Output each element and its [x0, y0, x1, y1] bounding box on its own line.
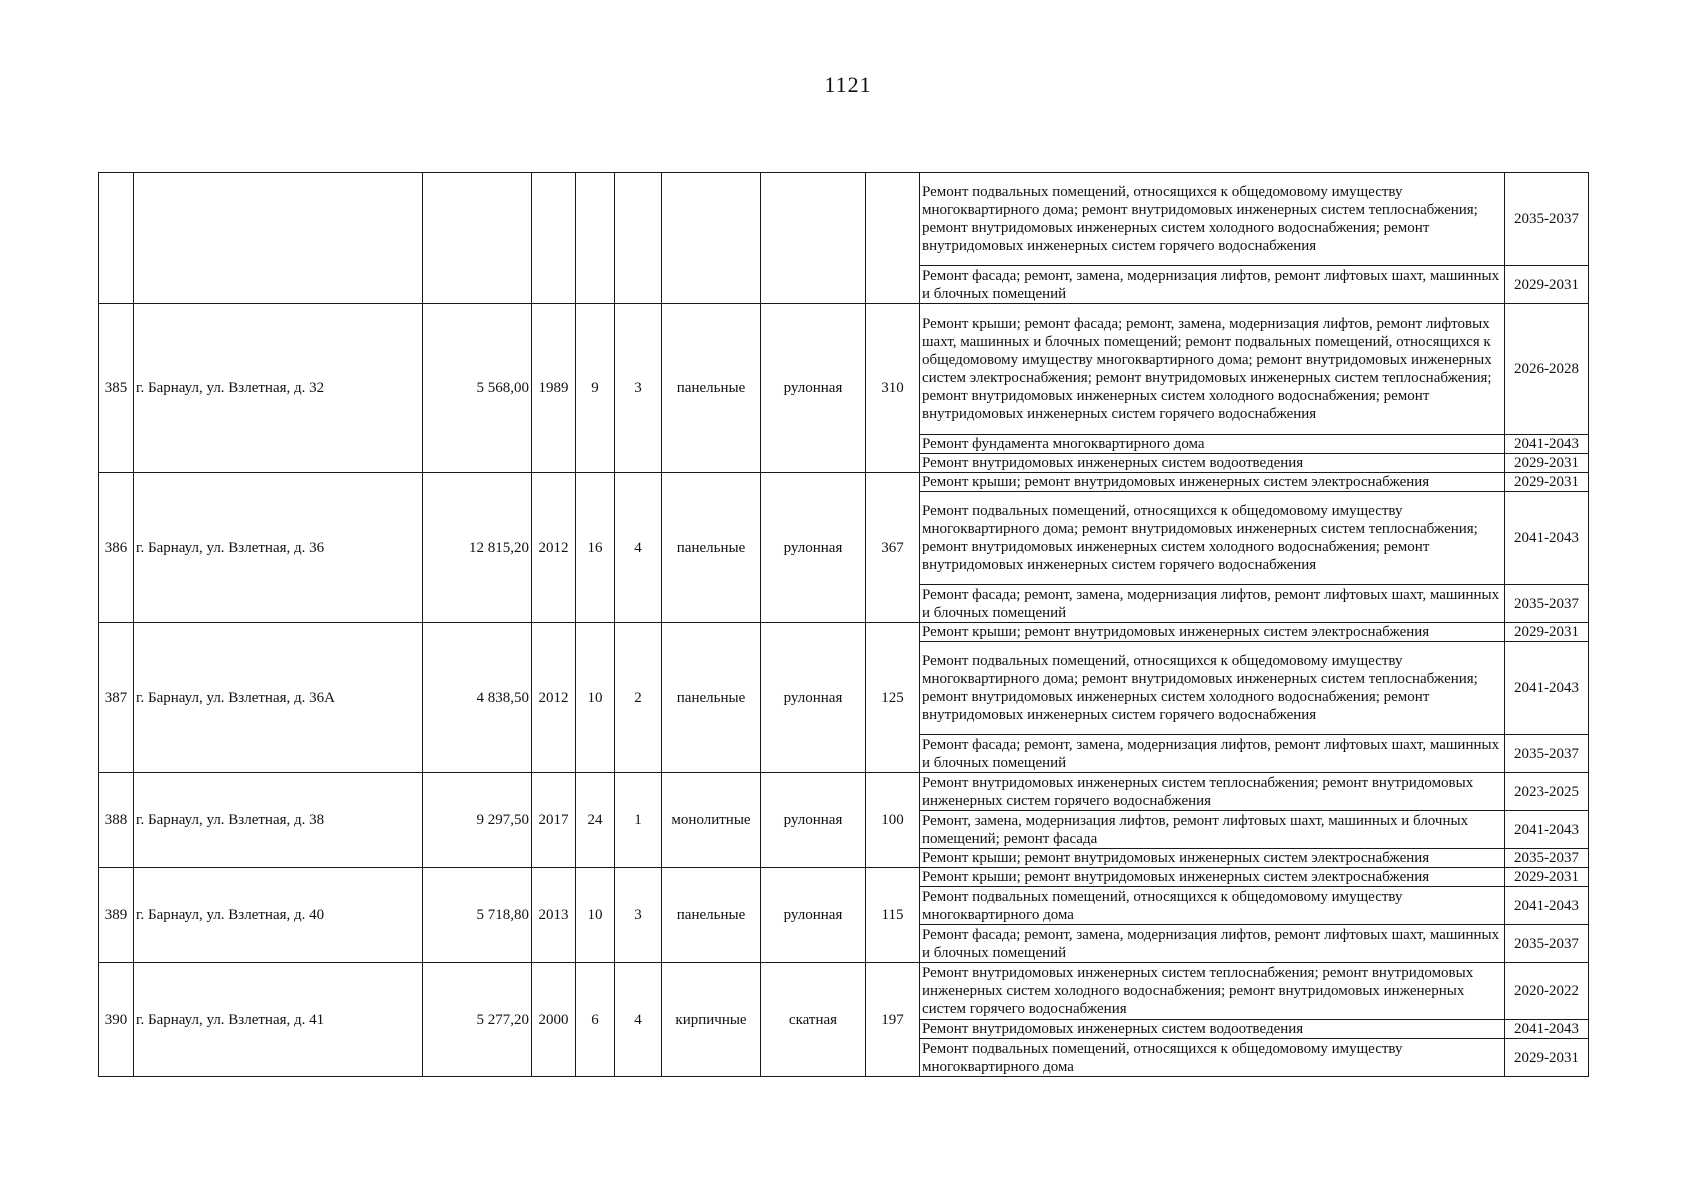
cell-works: Ремонт фасада; ремонт, замена, модернизация лифтов, ремонт лифтовых шахт, машинных и блочных помещений: [920, 735, 1505, 773]
cell-period: 2035-2037: [1505, 585, 1589, 623]
cell-floors: 10: [576, 623, 615, 773]
cell-address: г. Барнаул, ул. Взлетная, д. 36: [134, 473, 423, 623]
cell-area: 5 277,20: [423, 963, 532, 1077]
cell-address: г. Барнаул, ул. Взлетная, д. 38: [134, 773, 423, 868]
cell-floors: 9: [576, 304, 615, 473]
cell-walls: монолитные: [662, 773, 761, 868]
cell-works: Ремонт фундамента многоквартирного дома: [920, 435, 1505, 454]
cell-walls: панельные: [662, 623, 761, 773]
cell-area: 12 815,20: [423, 473, 532, 623]
cell-period: 2029-2031: [1505, 266, 1589, 304]
cell-entrances: 3: [615, 868, 662, 963]
cell-year: [532, 173, 576, 304]
cell-area: [423, 173, 532, 304]
cell-works: Ремонт подвальных помещений, относящихся к общедомовому имуществу многоквартирного дома: [920, 1039, 1505, 1077]
cell-roof: рулонная: [761, 304, 866, 473]
cell-number: 386: [99, 473, 134, 623]
cell-residents: 115: [866, 868, 920, 963]
table-row: [99, 304, 1589, 435]
cell-residents: 125: [866, 623, 920, 773]
cell-period: 2029-2031: [1505, 454, 1589, 473]
cell-year: 2012: [532, 623, 576, 773]
cell-period: 2041-2043: [1505, 435, 1589, 454]
cell-residents: 197: [866, 963, 920, 1077]
cell-period: 2026-2028: [1505, 304, 1589, 435]
cell-period: 2029-2031: [1505, 473, 1589, 492]
table-row: [99, 623, 1589, 642]
cell-roof: рулонная: [761, 773, 866, 868]
cell-address: г. Барнаул, ул. Взлетная, д. 41: [134, 963, 423, 1077]
cell-period: 2035-2037: [1505, 735, 1589, 773]
cell-works: Ремонт подвальных помещений, относящихся к общедомовому имуществу многоквартирного дома; ремонт внутридомовых инженерных систем теплоснабжения; ремонт внутридомовых инженерных систем холодного водоснабжения; ремонт внутридомовых инженерных систем горячего водоснабжения: [920, 173, 1505, 266]
cell-period: 2035-2037: [1505, 925, 1589, 963]
cell-period: 2029-2031: [1505, 623, 1589, 642]
cell-year: 2017: [532, 773, 576, 868]
cell-works: Ремонт фасада; ремонт, замена, модернизация лифтов, ремонт лифтовых шахт, машинных и блочных помещений: [920, 925, 1505, 963]
cell-works: Ремонт фасада; ремонт, замена, модернизация лифтов, ремонт лифтовых шахт, машинных и блочных помещений: [920, 585, 1505, 623]
cell-number: 387: [99, 623, 134, 773]
cell-area: 4 838,50: [423, 623, 532, 773]
cell-area: 9 297,50: [423, 773, 532, 868]
table-row: [99, 963, 1589, 1020]
cell-year: 2000: [532, 963, 576, 1077]
cell-floors: [576, 173, 615, 304]
cell-roof: рулонная: [761, 623, 866, 773]
housing-repair-table: [98, 172, 1589, 1077]
cell-works: Ремонт внутридомовых инженерных систем теплоснабжения; ремонт внутридомовых инженерных систем горячего водоснабжения: [920, 773, 1505, 811]
cell-works: Ремонт внутридомовых инженерных систем водоотведения: [920, 454, 1505, 473]
cell-residents: 100: [866, 773, 920, 868]
cell-residents: [866, 173, 920, 304]
cell-period: 2041-2043: [1505, 887, 1589, 925]
cell-roof: рулонная: [761, 868, 866, 963]
cell-walls: [662, 173, 761, 304]
cell-period: 2020-2022: [1505, 963, 1589, 1020]
cell-entrances: 4: [615, 473, 662, 623]
cell-year: 1989: [532, 304, 576, 473]
cell-works: Ремонт подвальных помещений, относящихся к общедомовому имуществу многоквартирного дома: [920, 887, 1505, 925]
cell-roof: скатная: [761, 963, 866, 1077]
cell-works: Ремонт крыши; ремонт внутридомовых инженерных систем электроснабжения: [920, 473, 1505, 492]
cell-address: [134, 173, 423, 304]
cell-works: Ремонт крыши; ремонт фасада; ремонт, замена, модернизация лифтов, ремонт лифтовых шахт, машинных и блочных помещений; ремонт подвальных помещений, относящихся к общедомовому имуществу многоквартирного дома; ремонт внутридомовых инженерных систем электроснабжения; ремонт внутридомовых инженерных систем теплоснабжения; ремонт внутридомовых инженерных систем холодного водоснабжения; ремонт внутридомовых инженерных систем горячего водоснабжения: [920, 304, 1505, 435]
cell-period: 2035-2037: [1505, 849, 1589, 868]
cell-number: [99, 173, 134, 304]
cell-floors: 6: [576, 963, 615, 1077]
cell-area: 5 568,00: [423, 304, 532, 473]
cell-area: 5 718,80: [423, 868, 532, 963]
cell-works: Ремонт внутридомовых инженерных систем водоотведения: [920, 1020, 1505, 1039]
table-row: [99, 473, 1589, 492]
cell-residents: 310: [866, 304, 920, 473]
cell-number: 389: [99, 868, 134, 963]
cell-floors: 16: [576, 473, 615, 623]
page-number: 1121: [824, 72, 872, 97]
cell-entrances: 3: [615, 304, 662, 473]
cell-entrances: 1: [615, 773, 662, 868]
cell-floors: 24: [576, 773, 615, 868]
cell-period: 2023-2025: [1505, 773, 1589, 811]
cell-entrances: 4: [615, 963, 662, 1077]
cell-works: Ремонт крыши; ремонт внутридомовых инженерных систем электроснабжения: [920, 868, 1505, 887]
cell-period: 2035-2037: [1505, 173, 1589, 266]
cell-works: Ремонт крыши; ремонт внутридомовых инженерных систем электроснабжения: [920, 623, 1505, 642]
cell-walls: панельные: [662, 473, 761, 623]
cell-works: Ремонт крыши; ремонт внутридомовых инженерных систем электроснабжения: [920, 849, 1505, 868]
cell-period: 2041-2043: [1505, 1020, 1589, 1039]
cell-period: 2041-2043: [1505, 642, 1589, 735]
cell-period: 2029-2031: [1505, 868, 1589, 887]
cell-number: 385: [99, 304, 134, 473]
table-row: [99, 868, 1589, 887]
table-row: [99, 173, 1589, 266]
cell-period: 2041-2043: [1505, 492, 1589, 585]
cell-address: г. Барнаул, ул. Взлетная, д. 32: [134, 304, 423, 473]
cell-period: 2041-2043: [1505, 811, 1589, 849]
table-row: [99, 773, 1589, 811]
cell-entrances: 2: [615, 623, 662, 773]
cell-roof: [761, 173, 866, 304]
cell-address: г. Барнаул, ул. Взлетная, д. 36А: [134, 623, 423, 773]
cell-year: 2013: [532, 868, 576, 963]
cell-works: Ремонт внутридомовых инженерных систем теплоснабжения; ремонт внутридомовых инженерных систем холодного водоснабжения; ремонт внутридомовых инженерных систем горячего водоснабжения: [920, 963, 1505, 1020]
cell-year: 2012: [532, 473, 576, 623]
cell-works: Ремонт фасада; ремонт, замена, модернизация лифтов, ремонт лифтовых шахт, машинных и блочных помещений: [920, 266, 1505, 304]
cell-address: г. Барнаул, ул. Взлетная, д. 40: [134, 868, 423, 963]
cell-walls: панельные: [662, 868, 761, 963]
cell-entrances: [615, 173, 662, 304]
cell-number: 390: [99, 963, 134, 1077]
cell-number: 388: [99, 773, 134, 868]
cell-roof: рулонная: [761, 473, 866, 623]
cell-walls: кирпичные: [662, 963, 761, 1077]
cell-walls: панельные: [662, 304, 761, 473]
cell-floors: 10: [576, 868, 615, 963]
cell-residents: 367: [866, 473, 920, 623]
cell-works: Ремонт подвальных помещений, относящихся к общедомовому имуществу многоквартирного дома; ремонт внутридомовых инженерных систем теплоснабжения; ремонт внутридомовых инженерных систем холодного водоснабжения; ремонт внутридомовых инженерных систем горячего водоснабжения: [920, 492, 1505, 585]
cell-works: Ремонт подвальных помещений, относящихся к общедомовому имуществу многоквартирного дома; ремонт внутридомовых инженерных систем теплоснабжения; ремонт внутридомовых инженерных систем холодного водоснабжения; ремонт внутридомовых инженерных систем горячего водоснабжения: [920, 642, 1505, 735]
cell-works: Ремонт, замена, модернизация лифтов, ремонт лифтовых шахт, машинных и блочных помещений; ремонт фасада: [920, 811, 1505, 849]
cell-period: 2029-2031: [1505, 1039, 1589, 1077]
